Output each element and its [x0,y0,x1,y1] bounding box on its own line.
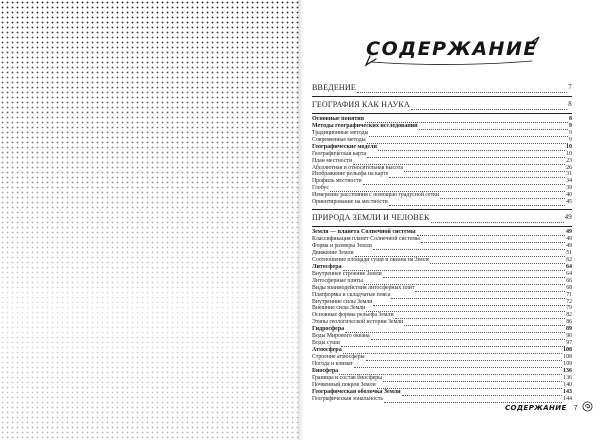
toc-intro-label: ВВЕДЕНИЕ [312,83,356,92]
leader-dots [369,131,568,137]
toc-row-label: Гидросфера [312,326,345,333]
toc-divider [312,96,572,97]
toc-row[interactable] [312,375,572,382]
toc-row-page: 71 [566,291,572,298]
leader-dots [354,362,562,368]
toc-row-label: Глобус [312,185,329,192]
leader-dots [411,104,567,110]
toc-row-label: Основные понятия [312,115,364,122]
toc-row[interactable] [312,368,572,375]
page-number: 7 [573,404,578,412]
toc-row-page: 66 [566,277,572,284]
toc-row-page: 72 [566,298,572,305]
toc-row-page: 86 [566,319,572,326]
toc-row-page: 109 [563,360,572,367]
chapter-label: ГЕОГРАФИЯ КАК НАУКА [312,100,410,109]
toc-row-label: Почвенный покров Земли [312,381,376,388]
leader-dots [373,299,565,305]
toc-row[interactable] [312,354,572,361]
toc-divider [312,209,572,210]
leader-dots [415,285,565,291]
toc-row-page: 10 [566,143,572,150]
toc-row-label: Воды Мирового океана [312,333,370,340]
contents-heading [364,32,540,72]
toc-row-page: 144 [563,395,572,402]
toc-row-page: 49 [566,243,572,250]
toc-row-label: Границы и состав биосферы [312,374,383,381]
toc-row-label: Этапы геологической истории Земли [312,319,404,326]
toc-row[interactable] [312,285,572,292]
leader-dots [377,383,563,389]
toc-row-label: Платформы и складчатые пояса [312,291,391,298]
toc-row-label: Географическая зональность [312,395,384,402]
toc-row[interactable] [312,361,572,368]
leader-dots [431,217,564,223]
toc-row-label: Географическая карта [312,150,367,157]
leader-dots [345,327,565,333]
toc-row-label: Литосферные плиты [312,277,363,284]
toc-row-page: 45 [566,199,572,206]
toc-row-label: Ориентирование на местности [312,199,388,206]
toc-row-page: 34 [566,178,572,185]
toc-intro-page: 7 [568,83,572,91]
toc-row-label: Основные формы рельефа Земли [312,312,394,319]
leader-dots [389,200,565,206]
contents-title: СОДЕРЖАНИЕ [366,38,538,60]
leader-dots [395,313,566,319]
toc-row-page: 51 [566,249,572,256]
leader-dots [367,138,568,144]
toc-row-page: 89 [566,326,572,333]
leader-dots [402,390,562,396]
toc-row[interactable] [312,250,572,257]
leader-dots [367,151,565,157]
toc-row-label: Традиционные методы [312,129,369,136]
leader-dots [417,230,565,236]
toc-chapter-geography[interactable] [312,99,572,110]
toc-row-page: 9 [569,136,572,143]
leader-dots [391,292,565,298]
footer-title: СОДЕРЖАНИЕ [505,404,567,412]
toc-row[interactable] [312,178,572,185]
toc-row-page: 49 [566,236,572,243]
toc-row-page: 64 [566,270,572,277]
toc-intro[interactable] [312,82,572,93]
toc-row-page: 97 [566,340,572,347]
toc-row-page: 108 [563,354,572,361]
leader-dots [366,306,565,312]
toc-row[interactable] [312,192,572,199]
toc-row-page: 140 [563,381,572,388]
toc-row-page: 10 [566,150,572,157]
leader-dots [430,258,565,264]
toc-row[interactable] [312,199,572,206]
leader-dots [383,376,562,382]
toc-row-label: Воды суши [312,340,340,347]
leader-dots [357,87,567,93]
toc-row-page: 90 [566,333,572,340]
toc-row-page: 9 [569,129,572,136]
toc-chapter-nature[interactable] [312,212,572,223]
toc-row[interactable] [312,278,572,285]
toc-row-page: 108 [563,347,572,354]
toc-row-label: Движение Земли [312,249,354,256]
leader-dots [341,341,565,347]
toc-row-page: 143 [563,388,572,395]
toc-row-page: 39 [566,185,572,192]
book-spine [298,0,304,440]
leader-dots [378,145,565,151]
leader-dots [404,320,565,326]
toc-row[interactable] [312,319,572,326]
toc-row[interactable] [312,236,572,243]
toc-row[interactable] [312,333,572,340]
toc-row-label: Внутреннее строение Земли [312,270,382,277]
toc-row-page: 68 [566,284,572,291]
leader-dots [389,172,565,178]
table-of-contents [312,80,572,403]
toc-row-label: Классификация планет Солнечной системы [312,236,420,243]
leader-dots [421,237,565,243]
toc-divider [312,113,572,114]
toc-row[interactable] [312,326,572,333]
toc-row-label: Абсолютная и относительная высота [312,164,404,171]
toc-row[interactable] [312,264,572,271]
toc-row-page: 9 [569,122,572,129]
toc-row-page: 64 [566,263,572,270]
toc-row-label: Виды взаимодействия литосферных плит [312,284,415,291]
toc-row-label: Методы географических исследований [312,122,418,129]
toc-row-label: Форма и размеры Земли [312,243,372,250]
toc-row-page: 82 [566,312,572,319]
toc-row-label: Внутренние силы Земли [312,298,373,305]
toc-row[interactable] [312,137,572,144]
leader-dots [363,179,566,185]
toc-row-label: Современные методы [312,136,366,143]
toc-divider [312,226,572,227]
toc-row[interactable] [312,382,572,389]
toc-row-label: Измерение расстояния с помощью градусной сетки [312,192,440,199]
leader-dots [371,334,566,340]
toc-row-label: Географические модели [312,143,377,150]
toc-row-label: Внешние силы Земли [312,305,366,312]
toc-row[interactable] [312,158,572,165]
toc-row-label: Изображение рельефа на карте [312,171,389,178]
leader-dots [366,355,563,361]
toc-row-label: Географическая оболочка Земли [312,388,401,395]
toc-row-page: 136 [563,367,572,374]
page-footer [505,402,593,414]
spiral-logo-icon [582,399,593,417]
leader-dots [419,124,568,130]
toc-row-page: 8 [569,115,572,122]
toc-row[interactable] [312,123,572,130]
leader-dots [343,348,562,354]
toc-row-page: 31 [566,171,572,178]
toc-row-label: Профиль местности [312,178,362,185]
toc-row-label: План местности [312,157,353,164]
toc-row-page: 62 [566,256,572,263]
toc-row-page: 49 [566,229,572,236]
toc-row[interactable] [312,144,572,151]
toc-row-page: 136 [563,374,572,381]
toc-row-page: 79 [566,305,572,312]
leader-dots [440,193,565,199]
chapter-label: ПРИРОДА ЗЕМЛИ И ЧЕЛОВЕК [312,213,430,223]
toc-row-label: Строение атмосферы [312,354,365,361]
toc-row[interactable] [312,292,572,299]
toc-row[interactable] [312,299,572,306]
toc-row-page: 40 [566,192,572,199]
toc-row[interactable] [312,130,572,137]
toc-row-label: Соотношение площади суши и океана на Земле [312,256,430,263]
toc-row[interactable] [312,271,572,278]
toc-row-label: Атмосфера [312,347,342,354]
toc-row-label: Литосфера [312,263,342,270]
toc-row-page: 23 [566,157,572,164]
leader-dots [404,165,565,171]
toc-row[interactable] [312,389,572,396]
toc-row[interactable] [312,243,572,250]
toc-row-label: Биосфера [312,367,339,374]
toc-row-label: Погода и климат [312,360,353,367]
toc-row[interactable] [312,116,572,123]
chapter-page: 49 [564,213,572,222]
toc-row[interactable] [312,340,572,347]
toc-row-label: Земля — планета Солнечной системы [312,229,416,236]
leader-dots [373,244,565,250]
chapter-page: 8 [568,100,572,108]
toc-row-page: 26 [566,164,572,171]
toc-row[interactable] [312,151,572,158]
leader-dots [383,272,565,278]
toc-row[interactable] [312,257,572,264]
